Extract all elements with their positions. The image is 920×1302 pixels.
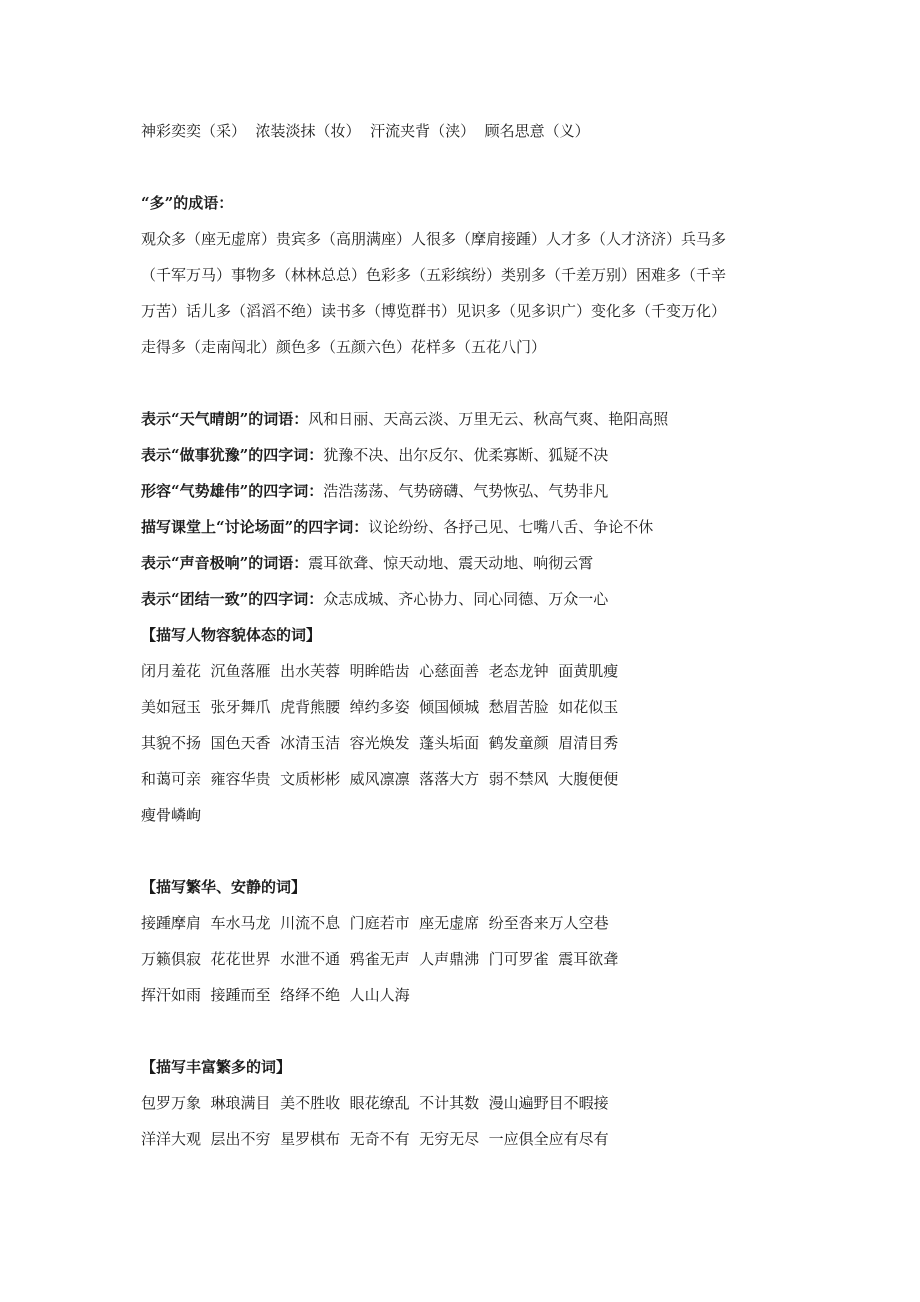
discuss-line: [141, 514, 791, 550]
document-page: [141, 118, 791, 1162]
loud-line: [141, 550, 791, 586]
weather-label: 表示“天气晴朗”的词语：: [141, 410, 309, 428]
unity-label: 表示“团结一致”的四字词：: [141, 590, 324, 608]
duo-line-3: 万苦）话儿多（滔滔不绝）读书多（博览群书）见识多（见多识广）变化多（千变万化）: [141, 302, 727, 320]
rich-line-1: 包罗万象 琳琅满目 美不胜收 眼花缭乱 不计其数 漫山遍野目不暇接: [141, 1094, 609, 1112]
duo-line-1: 观众多（座无虚席）贵宾多（高朋满座）人很多（摩肩接踵）人才多（人才济济）兵马多: [141, 230, 727, 248]
appearance-line-1: 闭月羞花 沉鱼落雁 出水芙蓉 明眸皓齿 心慈面善 老态龙钟 面黄肌瘦: [141, 662, 619, 680]
blank-line: [141, 838, 791, 874]
blank-line: [141, 1018, 791, 1054]
weather-text: 风和日丽、天高云淡、万里无云、秋高气爽、艳阳高照: [308, 410, 669, 428]
bustle-line-1: 接踵摩肩 车水马龙 川流不息 门庭若市 座无虚席 纷至沓来万人空巷: [141, 914, 609, 932]
momentum-line: [141, 478, 791, 514]
blank-line: [141, 370, 791, 406]
discuss-label: 描写课堂上“讨论场面”的四字词：: [141, 518, 369, 536]
appearance-line-4: 和蔼可亲 雍容华贵 文质彬彬 威风凛凛 落落大方 弱不禁风 大腹便便: [141, 770, 619, 788]
hesitate-line: [141, 442, 791, 478]
rich-section-title: 【描写丰富繁多的词】: [141, 1058, 292, 1076]
loud-label: 表示“声音极响”的词语：: [141, 554, 309, 572]
unity-line: [141, 586, 791, 622]
duo-line-4: 走得多（走南闯北）颜色多（五颜六色）花样多（五花八门）: [141, 338, 547, 356]
momentum-text: 浩浩荡荡、气势磅礴、气势恢弘、气势非凡: [323, 482, 609, 500]
bustle-line-2: 万籁俱寂 花花世界 水泄不通 鸦雀无声 人声鼎沸 门可罗雀 震耳欲聋: [141, 950, 619, 968]
duo-section-title: “多”的成语：: [141, 194, 234, 212]
blank-line: [141, 154, 791, 190]
appearance-section-title: 【描写人物容貌体态的词】: [141, 626, 322, 644]
rich-line-2: 洋洋大观 层出不穷 星罗棋布 无奇不有 无穷无尽 一应俱全应有尽有: [141, 1130, 609, 1148]
unity-text: 众志成城、齐心协力、同心同德、万众一心: [323, 590, 609, 608]
discuss-text: 议论纷纷、各抒己见、七嘴八舌、争论不休: [368, 518, 654, 536]
appearance-line-5: 瘦骨嶙峋: [141, 806, 202, 824]
appearance-line-2: 美如冠玉 张牙舞爪 虎背熊腰 绰约多姿 倾国倾城 愁眉苦脸 如花似玉: [141, 698, 619, 716]
bustle-line-3: 挥汗如雨 接踵而至 络绎不绝 人山人海: [141, 986, 410, 1004]
appearance-line-3: 其貌不扬 国色天香 冰清玉洁 容光焕发 蓬头垢面 鹤发童颜 眉清目秀: [141, 734, 619, 752]
duo-line-2: （千军万马）事物多（林林总总）色彩多（五彩缤纷）类别多（千差万别）困难多（千辛: [141, 266, 727, 284]
momentum-label: 形容“气势雄伟”的四字词：: [141, 482, 324, 500]
hesitate-text: 犹豫不决、出尔反尔、优柔寡断、狐疑不决: [323, 446, 609, 464]
idiom-correction-line: 神彩奕奕（采） 浓装淡抹（妆） 汗流夹背（浃） 顾名思意（义）: [141, 122, 590, 140]
weather-line: [141, 406, 791, 442]
loud-text: 震耳欲聋、惊天动地、震天动地、响彻云霄: [308, 554, 594, 572]
hesitate-label: 表示“做事犹豫”的四字词：: [141, 446, 324, 464]
bustle-section-title: 【描写繁华、安静的词】: [141, 878, 307, 896]
